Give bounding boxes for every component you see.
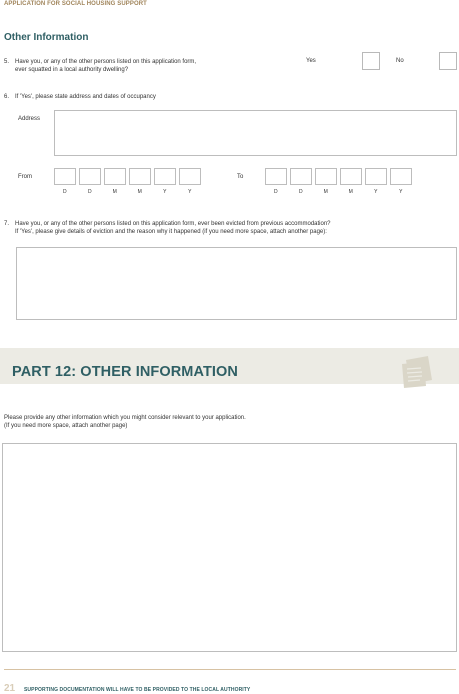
from-label: From — [18, 174, 32, 180]
question-6 — [4, 93, 156, 101]
document-icon — [398, 354, 438, 388]
question-5-line1: Have you, or any of the other persons listed on this application form, — [15, 59, 197, 65]
to-date-cell[interactable] — [340, 168, 362, 195]
question-6-number: 6. — [4, 94, 10, 100]
question-7-number: 7. — [4, 221, 10, 227]
no-checkbox[interactable] — [439, 52, 457, 70]
date-letter: D — [298, 189, 304, 195]
date-letter: Y — [163, 189, 167, 195]
section-title: Other Information — [4, 32, 89, 43]
from-date-cell[interactable] — [179, 168, 201, 195]
question-5-line2: ever squatted in a local authority dwelling? — [15, 67, 129, 73]
question-7 — [4, 220, 459, 236]
to-date-cell[interactable] — [390, 168, 412, 195]
date-letter: M — [137, 189, 143, 195]
part-12-instructions — [4, 414, 246, 430]
question-7-line1: Have you, or any of the other persons listed on this application form, ever been evicted from previous accommodation? — [15, 221, 331, 227]
to-date-group — [265, 168, 415, 195]
yes-label: Yes — [306, 58, 316, 64]
question-7-line2: If 'Yes', please give details of eviction and the reason why it happened (if you need more space, attach another page): — [15, 229, 327, 235]
address-input[interactable] — [54, 110, 457, 156]
no-label: No — [396, 58, 404, 64]
from-date-cell[interactable] — [104, 168, 126, 195]
date-letter: M — [323, 189, 329, 195]
date-letter: D — [87, 189, 93, 195]
part-12-line1: Please provide any other information which you might consider relevant to your application. — [4, 415, 246, 421]
eviction-details-input[interactable] — [16, 247, 457, 320]
to-date-cell[interactable] — [290, 168, 312, 195]
to-date-cell[interactable] — [265, 168, 287, 195]
from-date-cell[interactable] — [79, 168, 101, 195]
other-information-input[interactable] — [2, 443, 457, 652]
question-5 — [4, 58, 294, 74]
to-label: To — [237, 174, 244, 180]
date-letter: M — [348, 189, 354, 195]
from-date-group — [54, 168, 204, 195]
part-12-line2: (If you need more space, attach another page) — [4, 423, 128, 429]
part-12-title: PART 12: OTHER INFORMATION — [12, 364, 239, 380]
from-date-cell[interactable] — [129, 168, 151, 195]
date-letter: M — [112, 189, 118, 195]
running-header: APPLICATION FOR SOCIAL HOUSING SUPPORT — [4, 1, 147, 7]
from-date-cell[interactable] — [154, 168, 176, 195]
date-letter: D — [62, 189, 68, 195]
date-letter: Y — [399, 189, 403, 195]
from-date-cell[interactable] — [54, 168, 76, 195]
to-date-cell[interactable] — [365, 168, 387, 195]
date-letter: Y — [188, 189, 192, 195]
page-number: 21 — [4, 683, 16, 694]
footer-text: SUPPORTING DOCUMENTATION WILL HAVE TO BE PROVIDED TO THE LOCAL AUTHORITY — [24, 687, 251, 693]
footer-rule — [4, 669, 456, 670]
question-6-text: If 'Yes', please state address and dates of occupancy — [15, 94, 156, 100]
question-5-number: 5. — [4, 59, 10, 65]
yes-checkbox[interactable] — [362, 52, 380, 70]
to-date-cell[interactable] — [315, 168, 337, 195]
date-letter: Y — [374, 189, 378, 195]
date-letter: D — [273, 189, 279, 195]
address-label: Address — [18, 116, 41, 122]
